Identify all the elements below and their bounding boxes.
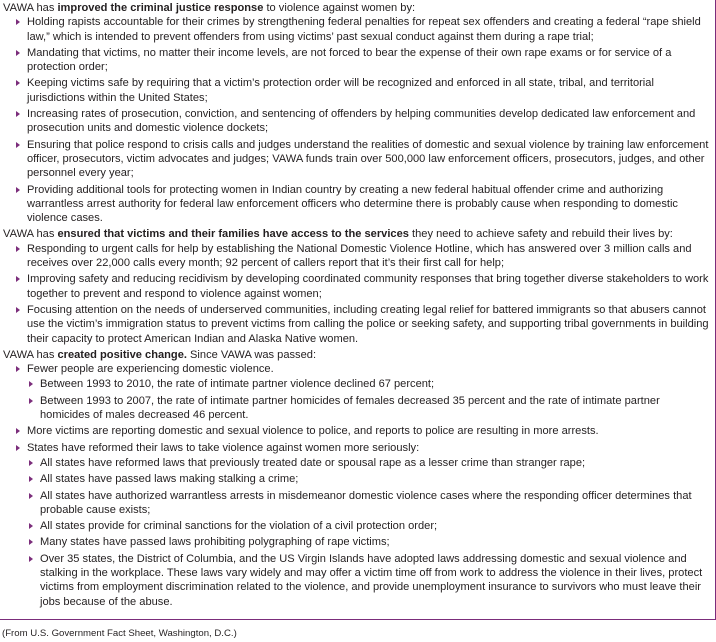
sub-list-item-text: All states have authorized warrantless arrests in misdemeanor domestic violence cases where the responding officer determines that probable cause exists; [40, 489, 692, 516]
source-note: (From U.S. Government Fact Sheet, Washington, D.C.) [2, 628, 237, 639]
sub-list-item-text: Between 1993 to 2007, the rate of intimate partner homicides of females decreased 35 percent and the rate of intimate partner homicides of males decreased 46 percent. [40, 394, 660, 422]
triangle-bullet-icon [16, 187, 20, 193]
triangle-bullet-icon [29, 476, 33, 482]
section-intro-lead: VAWA has [3, 2, 58, 14]
sub-list-item-text: All states have reformed laws that previously treated date or spousal rape as a lesser crime than stranger rape; [40, 456, 586, 469]
sub-list-item [27, 394, 709, 423]
bullet-list [3, 15, 709, 225]
list-item-text: Responding to urgent calls for help by establishing the National Domestic Violence Hotline, which has answered over 3 million calls and receives over 22,000 calls every month; 92 percent of callers report that it’s their first call for help; [27, 242, 692, 270]
triangle-bullet-icon [29, 493, 33, 499]
triangle-bullet-icon [16, 307, 20, 313]
triangle-bullet-icon [29, 523, 33, 529]
triangle-bullet-icon [29, 556, 33, 562]
list-item [3, 424, 709, 438]
sub-list-item [27, 489, 709, 518]
list-item [3, 138, 709, 181]
triangle-bullet-icon [29, 460, 33, 466]
sub-list-item [27, 519, 709, 533]
triangle-bullet-icon [29, 539, 33, 545]
sub-list-item [27, 456, 709, 470]
list-item-text: Increasing rates of prosecution, conviction, and sentencing of offenders by helping communities develop dedicated law enforcement and prosecution units and domestic violence dockets; [27, 108, 696, 135]
sub-list-item-text: Many states have passed laws prohibiting polygraphing of rape victims; [40, 536, 390, 549]
triangle-bullet-icon [16, 111, 20, 117]
sub-list-item [27, 535, 709, 549]
list-item-text: Mandating that victims, no matter their income levels, are not forced to bear the expense of their own rape exams or for service of a protection order; [27, 46, 672, 74]
triangle-bullet-icon [16, 428, 20, 434]
section-intro-emphasis: improved the criminal justice response [57, 2, 264, 14]
list-item-text: Providing additional tools for protecting women in Indian country by creating a new federal habitual offender crime and authorizing warrantless arrest authority for federal law enforcement officers who determine there is probably cause when responding to domestic violence cases. [27, 183, 678, 225]
sub-bullet-list [27, 377, 709, 422]
list-item [3, 76, 709, 105]
list-item [3, 107, 709, 136]
sub-list-item [27, 377, 709, 391]
triangle-bullet-icon [16, 445, 20, 451]
section-intro-tail: to violence against women by: [263, 2, 416, 14]
list-item [3, 303, 709, 346]
sub-list-item-text: Between 1993 to 2010, the rate of intimate partner violence declined 67 percent; [40, 378, 435, 391]
section-intro [3, 348, 709, 362]
section-intro-lead: VAWA has [3, 348, 58, 361]
triangle-bullet-icon [16, 276, 20, 282]
section-intro-emphasis: ensured that victims and their families have access to the services [57, 228, 409, 241]
triangle-bullet-icon [16, 142, 20, 148]
list-item [3, 272, 709, 301]
list-item [3, 362, 709, 422]
sub-list-item-text: All states have passed laws making stalking a crime; [40, 473, 299, 486]
section-intro [3, 1, 709, 15]
triangle-bullet-icon [29, 398, 33, 404]
triangle-bullet-icon [29, 381, 33, 387]
triangle-bullet-icon [16, 366, 20, 372]
section-intro-tail: Since VAWA was passed: [186, 348, 317, 361]
list-item [3, 183, 709, 226]
list-item-text: Fewer people are experiencing domestic violence. [27, 363, 274, 376]
triangle-bullet-icon [16, 80, 20, 86]
sub-bullet-list [27, 456, 709, 609]
list-item-text: Holding rapists accountable for their crimes by strengthening federal penalties for repeat sex offenders and creating a federal “rape shield law,” which is intended to prevent offenders from using victims’ past sexual conduct against them during a rape trial; [27, 16, 701, 43]
list-item-text: States have reformed their laws to take violence against women more seriously: [27, 441, 420, 454]
sub-list-item-text: All states provide for criminal sanctions for the violation of a civil protection order; [40, 520, 438, 533]
fact-box-content [3, 1, 709, 611]
list-item-text: More victims are reporting domestic and sexual violence to police, and reports to police are resulting in more arrests. [27, 425, 599, 438]
list-item [3, 46, 709, 75]
section-intro-lead: VAWA has [3, 228, 58, 241]
sub-list-item-text: Over 35 states, the District of Columbia, and the US Virgin Islands have adopted laws addressing domestic and sexual violence and stalking in the workplace. These laws vary widely and may offer a victim time off from work to address the violence in their lives, protect victims from employment discrimination related to the violence, and provide unemployment insurance to survivors who must leave their jobs because of the abuse. [40, 552, 703, 608]
section-intro-tail: they need to achieve safety and rebuild their lives by: [408, 228, 673, 241]
triangle-bullet-icon [16, 246, 20, 252]
sub-list-item [27, 552, 709, 609]
bullet-list [3, 362, 709, 609]
list-item [3, 441, 709, 609]
section-intro [3, 227, 709, 241]
section-intro-emphasis: created positive change. [57, 348, 187, 361]
sub-list-item [27, 472, 709, 486]
bullet-list [3, 242, 709, 346]
triangle-bullet-icon [16, 19, 20, 25]
triangle-bullet-icon [16, 50, 20, 56]
list-item [3, 242, 709, 271]
list-item-text: Improving safety and reducing recidivism by developing coordinated community responses that bring together diverse stakeholders to work together to prevent and respond to violence against women; [27, 273, 709, 300]
list-item [3, 15, 709, 44]
list-item-text: Focusing attention on the needs of underserved communities, including creating legal relief for battered immigrants so that abusers cannot use the victim’s immigration status to prevent victims from calling the police or seeking safety, and supporting tribal governments in building their capacity to protect American Indian and Alaska Native women. [27, 303, 709, 345]
list-item-text: Keeping victims safe by requiring that a victim’s protection order will be recognized and enforced in all state, tribal, and territorial jurisdictions within the United States; [27, 77, 654, 104]
list-item-text: Ensuring that police respond to crisis calls and judges understand the realities of domestic and sexual violence by training law enforcement officer, prosecutors, victim advocates and judges; VAWA funds train over 500,000 law enforcement officers, prosecutors, judges, and other personnel every year; [27, 138, 709, 180]
